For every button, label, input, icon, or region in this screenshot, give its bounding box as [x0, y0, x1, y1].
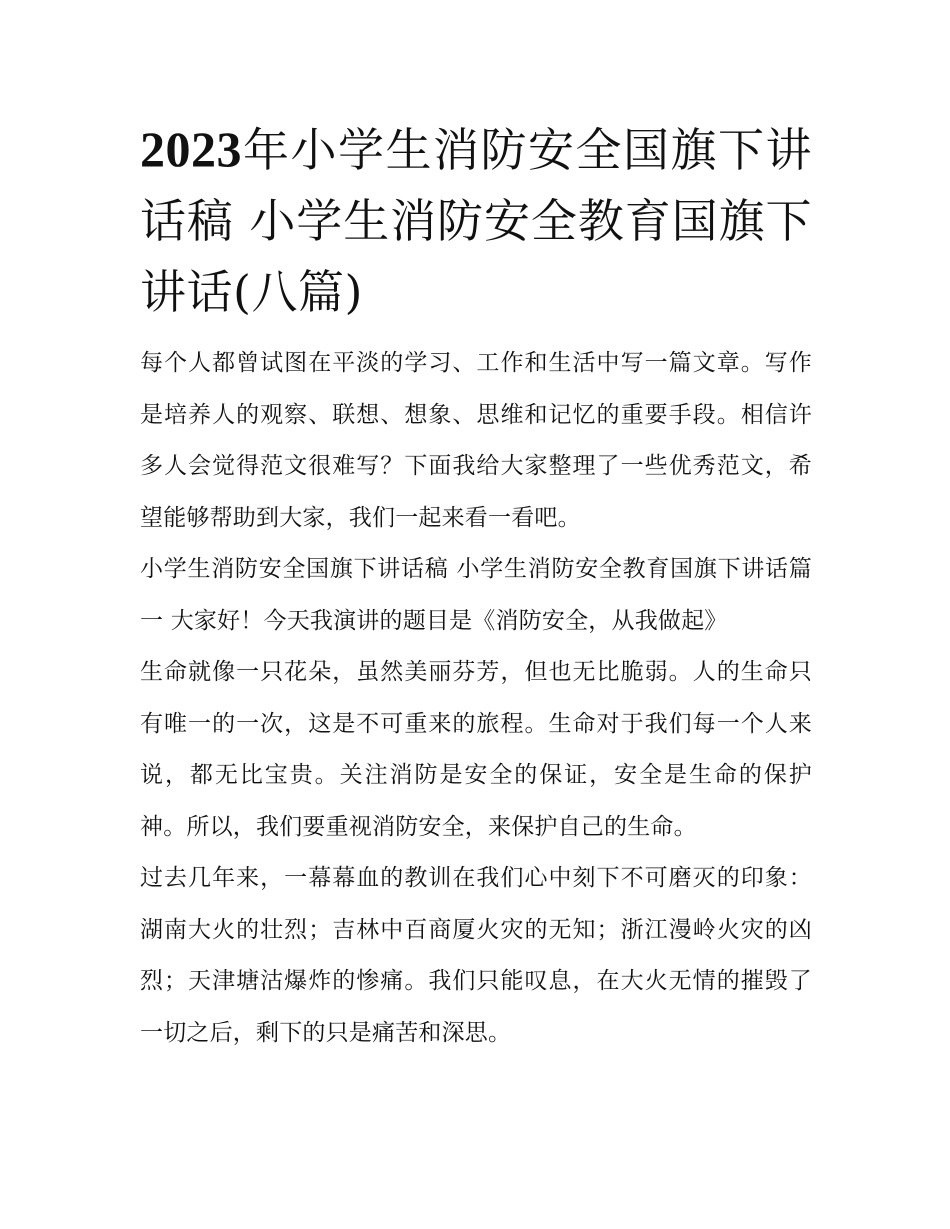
- title-year: 2023: [140, 121, 242, 177]
- paragraph-intro: 每个人都曾试图在平淡的学习、工作和生活中写一篇文章。写作是培养人的观察、联想、想象、思维和记忆的重要手段。相信许多人会觉得范文很难写？下面我给大家整理了一些优秀范文，希望能够帮助到大家，我们一起来看一看吧。: [140, 350, 812, 531]
- paragraph-life: 生命就像一只花朵，虽然美丽芬芳，但也无比脆弱。人的生命只有唯一的一次，这是不可重来的旅程。生命对于我们每一个人来说，都无比宝贵。关注消防是安全的保证，安全是生命的保护神。所以，我们要重视消防安全，来保护自己的生命。: [140, 659, 812, 840]
- document-title: [140, 114, 812, 328]
- document-content: [140, 114, 812, 1059]
- title-text: 年小学生消防安全国旗下讲话稿 小学生消防安全教育国旗下讲话(八篇): [140, 123, 812, 319]
- document-body: [140, 338, 812, 1059]
- paragraph-speech-heading: 小学生消防安全国旗下讲话稿 小学生消防安全教育国旗下讲话篇一 大家好！今天我演讲的题目是《消防安全，从我做起》: [140, 556, 812, 634]
- paragraph-lessons: 过去几年来，一幕幕血的教训在我们心中刻下不可磨灭的印象：湖南大火的壮烈；吉林中百商厦火灾的无知；浙江漫岭火灾的凶烈；天津塘沽爆炸的惨痛。我们只能叹息，在大火无情的摧毁了一切之后，剩下的只是痛苦和深思。: [140, 865, 812, 1046]
